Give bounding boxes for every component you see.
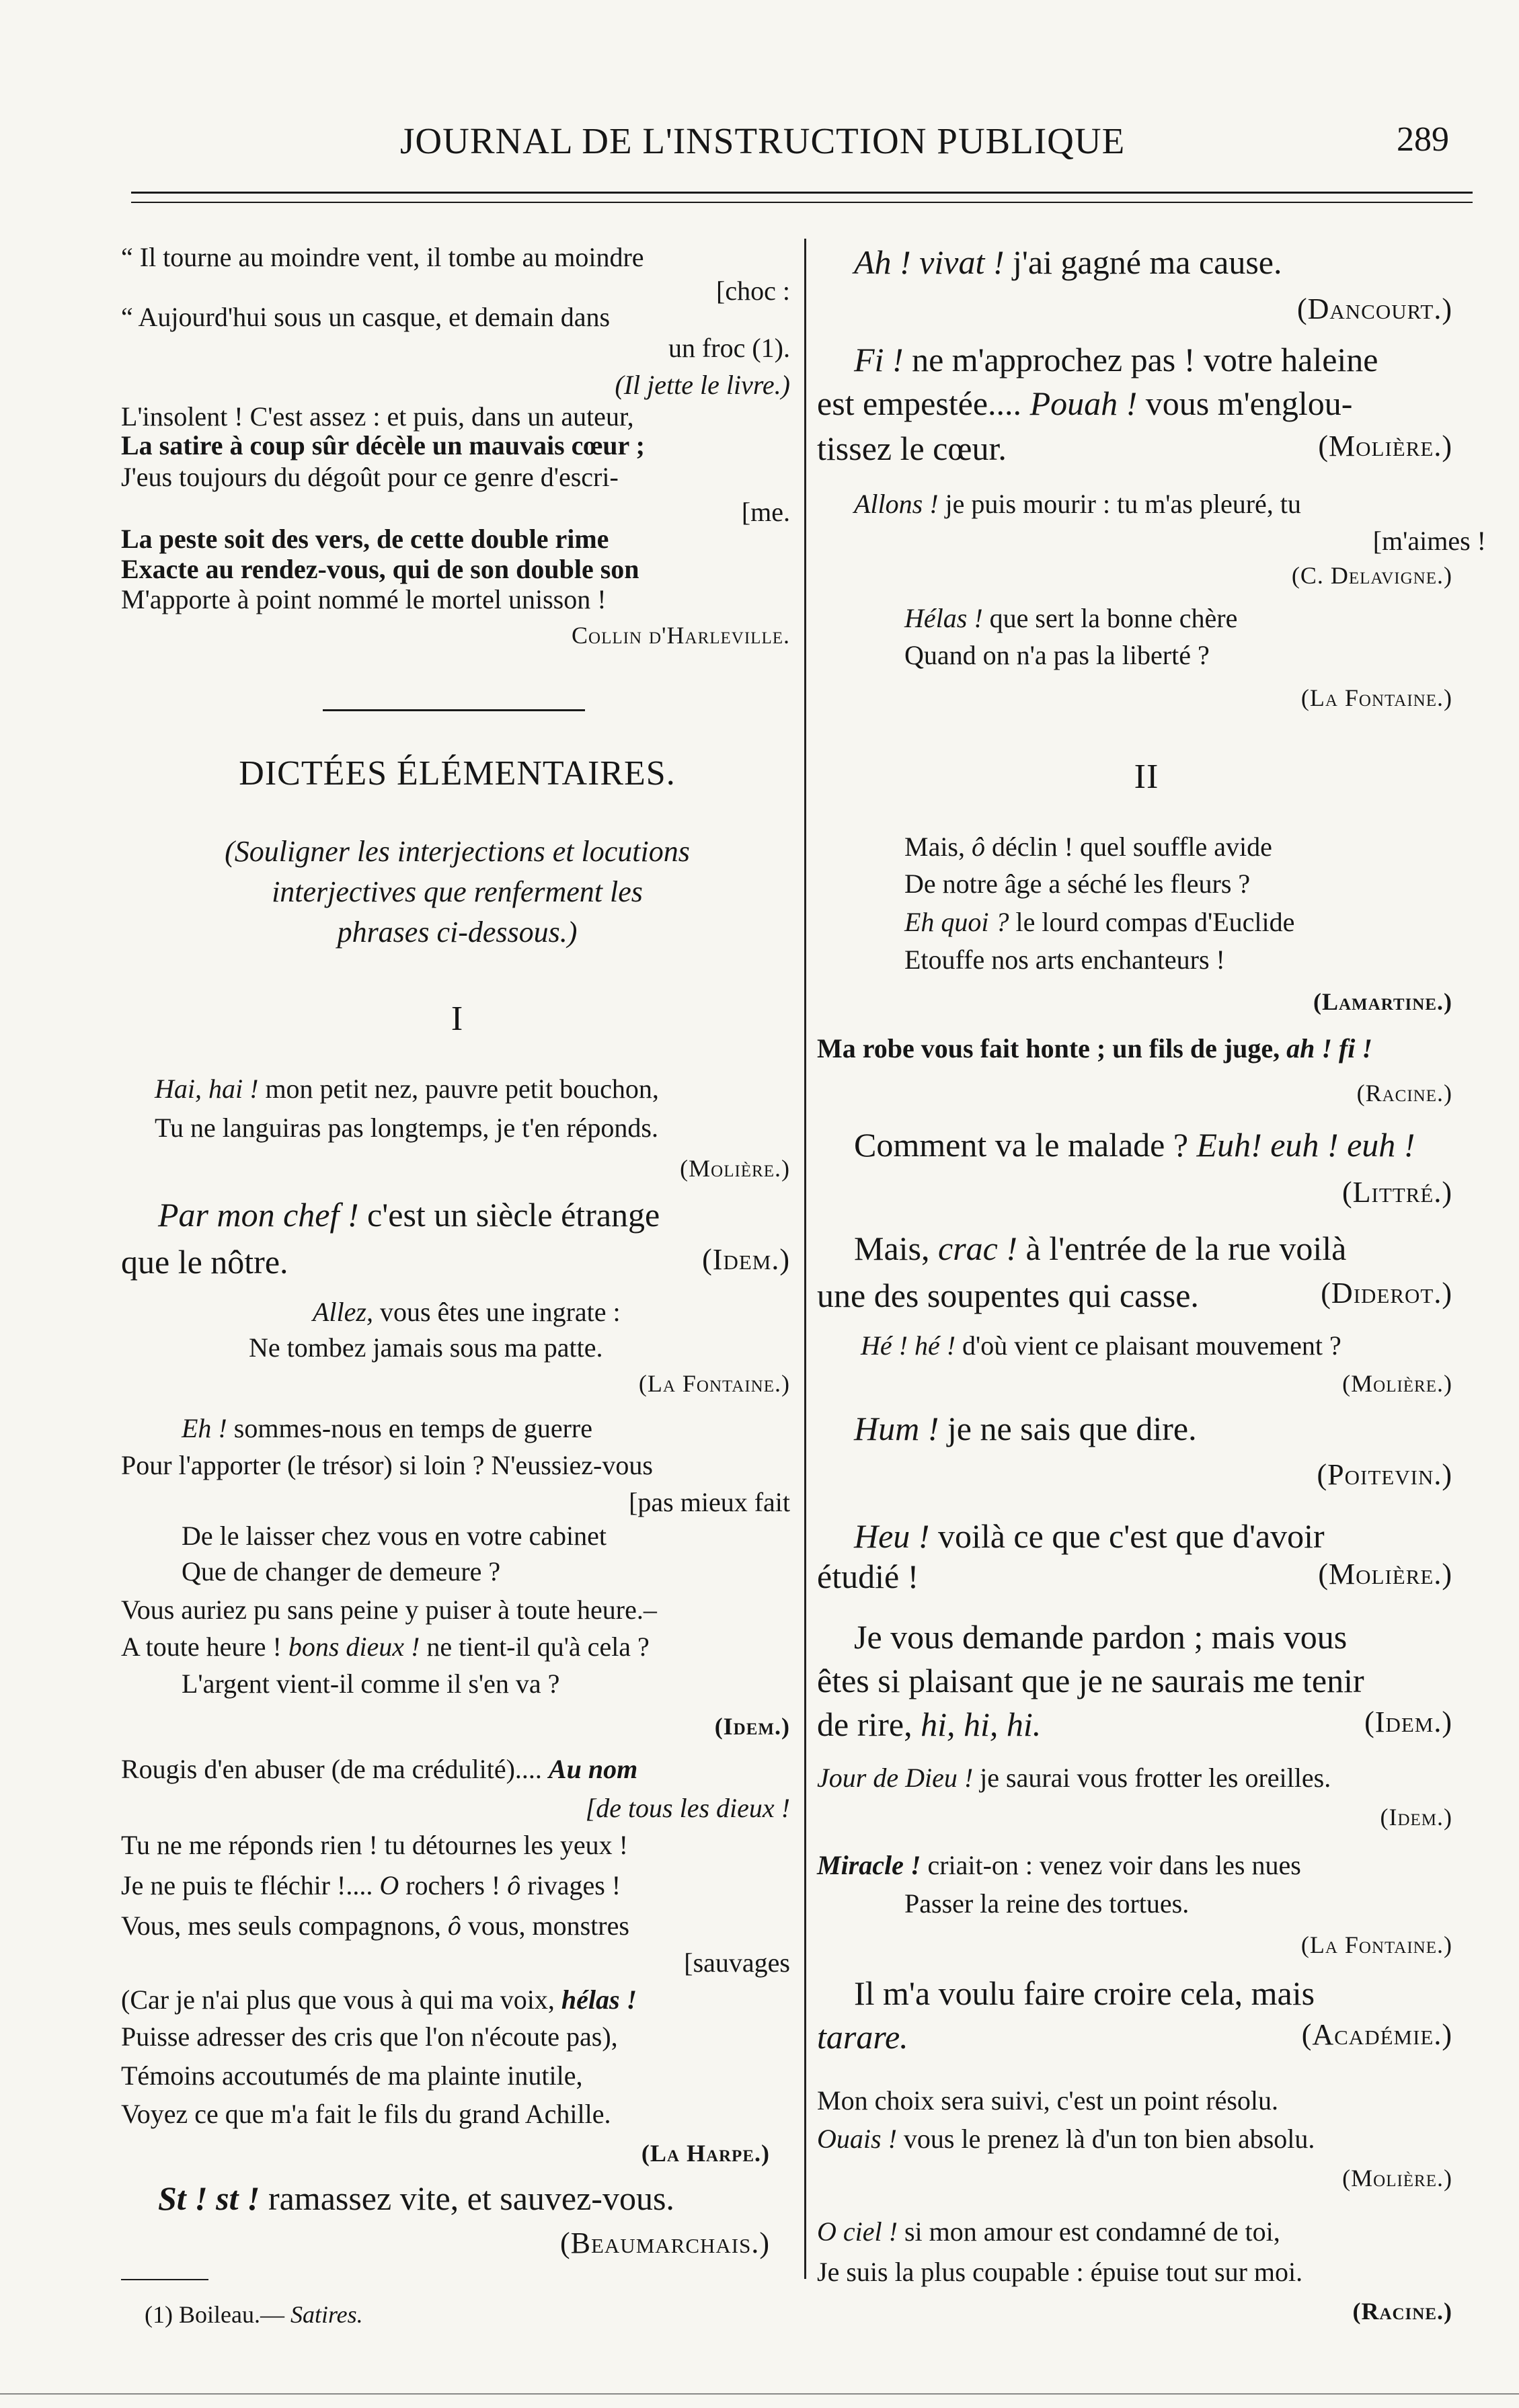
quote-line (155, 1076, 659, 1102)
quote-line (854, 491, 1301, 518)
quote-line (182, 1415, 592, 1442)
quote-line: [m'aimes ! (1372, 526, 1486, 556)
header-rule-1 (131, 192, 1473, 194)
stage-direction: (Il jette le livre.) (615, 370, 790, 400)
quote-line (817, 387, 1352, 420)
interjection: Eh ! (182, 1413, 227, 1443)
poem-line: J'eus toujours du dégoût pour ce genre d'escri- (121, 462, 619, 492)
interjection: O (379, 1870, 399, 1900)
quote-line (854, 1519, 1325, 1553)
interjection: Par mon chef ! (158, 1196, 359, 1234)
instruction-line: (Souligner les interjections et locutions (225, 835, 690, 868)
section-heading: DICTÉES ÉLÉMENTAIRES. (239, 754, 676, 793)
author-attribution: (Idem.) (1364, 1705, 1452, 1738)
interjection: Fi ! (854, 341, 904, 378)
interjection: Eh quoi ? (904, 907, 1009, 937)
author-attribution: (Idem.) (702, 1243, 790, 1276)
quote-line: Il m'a voulu faire croire cela, mais (854, 1974, 1315, 2012)
quote-line (817, 1765, 1331, 1792)
quote-line: L'argent vient-il comme il s'en va ? (182, 1669, 560, 1699)
quote-line: Je vous demande pardon ; mais vous (854, 1618, 1348, 1656)
quote-text: déclin ! quel souffle avide (985, 832, 1272, 862)
section-separator (323, 709, 585, 711)
quote-line (854, 245, 1282, 279)
quote-line: que le nôtre. (121, 1243, 288, 1281)
interjection: Hélas ! (904, 603, 983, 633)
quote-line (121, 1872, 621, 1899)
poem-line: La satire à coup sûr décèle un mauvais cœur ; (121, 430, 645, 460)
author-attribution: (La Fontaine.) (1300, 684, 1452, 711)
poem-line: M'apporte à point nommé le mortel unisson ! (121, 584, 607, 614)
quote-line: Ne tombez jamais sous ma patte. (249, 1332, 603, 1363)
instruction-line: interjectives que renferment les (272, 875, 643, 908)
author-attribution: (Molière.) (1318, 1558, 1452, 1591)
quote-text: je saurai vous frotter les oreilles. (973, 1763, 1331, 1793)
interjection: Hé ! hé ! (861, 1330, 956, 1361)
author-attribution: (La Fontaine.) (638, 1370, 790, 1397)
quote-text: vous, monstres (461, 1911, 629, 1941)
quote-text: Vous, mes seuls compagnons, (121, 1911, 448, 1941)
quote-text: c'est un siècle étrange (358, 1196, 660, 1234)
quote-line (121, 1756, 637, 1783)
quote-text: (Car je n'ai plus que vous à qui ma voix, (121, 1984, 561, 2015)
author-attribution: (La Fontaine.) (1300, 1931, 1452, 1958)
quote-line: De notre âge a séché les fleurs ? (904, 869, 1251, 899)
interjection: ô (972, 832, 985, 862)
interjection: ô (447, 1911, 461, 1941)
interjection: Heu ! (854, 1517, 930, 1555)
roman-numeral-II: II (1134, 758, 1159, 796)
quote-line (158, 1198, 660, 1232)
footnote-rule (121, 2279, 208, 2280)
interjection: Ah ! vivat ! (854, 243, 1005, 281)
quote-line (854, 343, 1378, 376)
quote-text: je puis mourir : tu m'as pleuré, tu (938, 489, 1301, 519)
quote-line (817, 2218, 1280, 2245)
poem-line: La peste soit des vers, de cette double rime (121, 524, 609, 554)
bottom-rule (0, 2393, 1519, 2395)
author-attribution: (Lamartine.) (1313, 988, 1452, 1015)
quote-text: rochers ! (399, 1870, 508, 1900)
quote-text: sommes-nous en temps de guerre (227, 1413, 592, 1443)
quote-text: d'où vient ce plaisant mouvement ? (956, 1330, 1341, 1361)
author-attribution: (Académie.) (1301, 2018, 1452, 2051)
quote-text: si mon amour est condamné de toi, (897, 2216, 1280, 2247)
page-header (124, 120, 1456, 173)
roman-numeral-I: I (451, 1000, 464, 1038)
quote-line: [sauvages (684, 1948, 790, 1978)
quote-line: Voyez ce que m'a fait le fils du grand Achille. (121, 2099, 611, 2129)
quote-text: A toute heure ! (121, 1632, 288, 1662)
quote-line (817, 2126, 1315, 2153)
quote-text: ramassez vite, et sauvez-vous. (260, 2179, 674, 2217)
quote-line: [de tous les dieux ! (585, 1793, 790, 1823)
quote-text: vous le prenez là d'un ton bien absolu. (896, 2124, 1315, 2154)
interjection: Allez, (313, 1297, 373, 1327)
quote-text: Ma robe vous fait honte ; un fils de juge, (817, 1033, 1287, 1063)
poem-line: “ Aujourd'hui sous un casque, et demain dans (121, 302, 611, 332)
interjection: crac ! (938, 1230, 1017, 1267)
quote-text: Rougis d'en abuser (de ma crédulité).... (121, 1754, 549, 1784)
interjection: hi, hi, hi. (921, 1705, 1042, 1743)
quote-line: Etouffe nos arts enchanteurs ! (904, 945, 1225, 975)
quote-text: Je ne puis te fléchir !.... (121, 1870, 380, 1900)
author-attribution: (Molière.) (1342, 1370, 1452, 1397)
quote-line (854, 1232, 1346, 1265)
quote-text: que sert la bonne chère (982, 603, 1238, 633)
interjection: Pouah ! (1029, 385, 1138, 422)
author-attribution: (Idem.) (1380, 1804, 1452, 1831)
author-attribution: Collin d'Harleville. (572, 622, 790, 649)
quote-text: j'ai gagné ma cause. (1004, 243, 1282, 281)
interjection: ô (507, 1870, 521, 1900)
quote-text: Mais, (854, 1230, 938, 1267)
quote-line: Je suis la plus coupable : épuise tout sur moi. (817, 2257, 1303, 2287)
author-attribution: (Beaumarchais.) (559, 2226, 770, 2259)
column-divider (804, 239, 806, 2279)
quote-line (904, 834, 1272, 860)
running-title: JOURNAL DE L'INSTRUCTION PUBLIQUE (400, 120, 1126, 161)
quote-line: Vous auriez pu sans peine y puiser à toute heure.– (121, 1595, 657, 1625)
instruction-line: phrases ci-dessous.) (337, 916, 578, 949)
quote-text: ne tient-il qu'à cela ? (420, 1632, 650, 1662)
interjection: Euh! euh ! euh ! (1196, 1126, 1415, 1164)
quote-line: Passer la reine des tortues. (904, 1888, 1190, 1919)
quote-line: Pour l'apporter (le trésor) si loin ? N'eussiez-vous (121, 1450, 653, 1480)
interjection: Jour de Dieu ! (817, 1763, 974, 1793)
quote-line: Quand on n'a pas la liberté ? (904, 640, 1210, 670)
interjection: tarare. (817, 2018, 908, 2056)
interjection: Miracle ! (817, 1850, 921, 1880)
quote-text: voilà ce que c'est que d'avoir (929, 1517, 1325, 1555)
quote-line: une des soupentes qui casse. (817, 1277, 1199, 1314)
poem-line: un froc (1). (668, 333, 790, 363)
interjection: Au nom (548, 1754, 638, 1784)
author-attribution: (Poitevin.) (1317, 1458, 1452, 1491)
poem-line: “ Il tourne au moindre vent, il tombe au moindre (121, 242, 644, 272)
quote-line (904, 605, 1237, 632)
quote-text: ne m'approchez pas ! votre haleine (903, 341, 1378, 378)
author-attribution: (Molière.) (680, 1155, 790, 1182)
quote-line: Témoins accoutumés de ma plainte inutile, (121, 2060, 583, 2091)
interjection: Hum ! (854, 1410, 939, 1447)
poem-line: [choc : (716, 276, 790, 306)
interjection: Ouais ! (817, 2124, 897, 2154)
author-attribution: (Molière.) (1342, 2165, 1452, 2192)
quote-text: criait-on : venez voir dans les nues (921, 1850, 1301, 1880)
interjection: Hai, hai ! (155, 1074, 259, 1104)
quote-line: tissez le cœur. (817, 430, 1007, 467)
quote-line: étudié ! (817, 1558, 919, 1595)
poem-line: L'insolent ! C'est assez : et puis, dans un auteur, (121, 401, 634, 432)
quote-line: Tu ne me réponds rien ! tu détournes les yeux ! (121, 1830, 628, 1860)
quote-line (313, 1299, 621, 1326)
quote-line (854, 1412, 1197, 1445)
author-attribution: (Dancourt.) (1296, 292, 1452, 325)
page-number: 289 (1397, 120, 1449, 159)
author-attribution: (Littré.) (1342, 1176, 1452, 1209)
quote-text: je ne sais que dire. (939, 1410, 1197, 1447)
quote-line: Tu ne languiras pas longtemps, je t'en réponds. (155, 1113, 658, 1143)
poem-line: Exacte au rendez-vous, qui de son double son (121, 554, 639, 584)
quote-line (861, 1332, 1341, 1359)
quote-text: à l'entrée de la rue voilà (1017, 1230, 1347, 1267)
quote-line (121, 1634, 650, 1660)
quote-text: le lourd compas d'Euclide (1009, 907, 1295, 937)
poem-line: [me. (741, 497, 790, 527)
quote-text: de rire, (817, 1705, 921, 1743)
author-attribution: (C. Delavigne.) (1291, 562, 1452, 589)
quote-line (121, 1986, 637, 2013)
quote-text: rivages ! (520, 1870, 621, 1900)
footnote-text: (1) Boileau.— (145, 2301, 290, 2328)
footnote-citation: Satires. (290, 2301, 363, 2328)
quote-line: De le laisser chez vous en votre cabinet (182, 1521, 607, 1551)
quote-text: mon petit nez, pauvre petit bouchon, (258, 1074, 659, 1104)
quote-line: êtes si plaisant que je ne saurais me tenir (817, 1662, 1364, 1699)
quote-line: Puisse adresser des cris que l'on n'écoute pas), (121, 2021, 618, 2052)
interjection: St ! st ! (158, 2179, 260, 2217)
quote-text: Mais, (904, 832, 972, 862)
quote-text: Comment va le malade ? (854, 1126, 1197, 1164)
quote-line: Que de changer de demeure ? (182, 1556, 501, 1587)
quote-text: vous m'englou- (1137, 385, 1353, 422)
interjection: bons dieux ! (288, 1632, 420, 1662)
interjection: ah ! fi ! (1286, 1033, 1372, 1063)
author-attribution: (Diderot.) (1321, 1277, 1452, 1310)
author-attribution: (Racine.) (1356, 1080, 1452, 1107)
quote-line (817, 1035, 1372, 1062)
author-attribution: (Idem.) (714, 1713, 790, 1740)
interjection: O ciel ! (817, 2216, 898, 2247)
quote-line (854, 1128, 1415, 1162)
footnote (145, 2302, 363, 2327)
quote-text: est empestée.... (817, 385, 1030, 422)
header-rule-2 (131, 202, 1473, 203)
quote-line (817, 1852, 1301, 1879)
quote-text: vous êtes une ingrate : (373, 1297, 621, 1327)
interjection: hélas ! (561, 1984, 637, 2015)
quote-line (158, 2181, 674, 2215)
quote-line (904, 909, 1294, 936)
quote-line: [pas mieux fait (629, 1487, 790, 1517)
quote-line: Mon choix sera suivi, c'est un point résolu. (817, 2085, 1278, 2116)
interjection: Allons ! (854, 489, 939, 519)
quote-line (817, 1705, 1042, 1743)
author-attribution: (Molière.) (1318, 430, 1452, 463)
author-attribution: (Racine.) (1352, 2298, 1452, 2325)
author-attribution: (La Harpe.) (641, 2140, 770, 2167)
quote-line (121, 1913, 629, 1939)
